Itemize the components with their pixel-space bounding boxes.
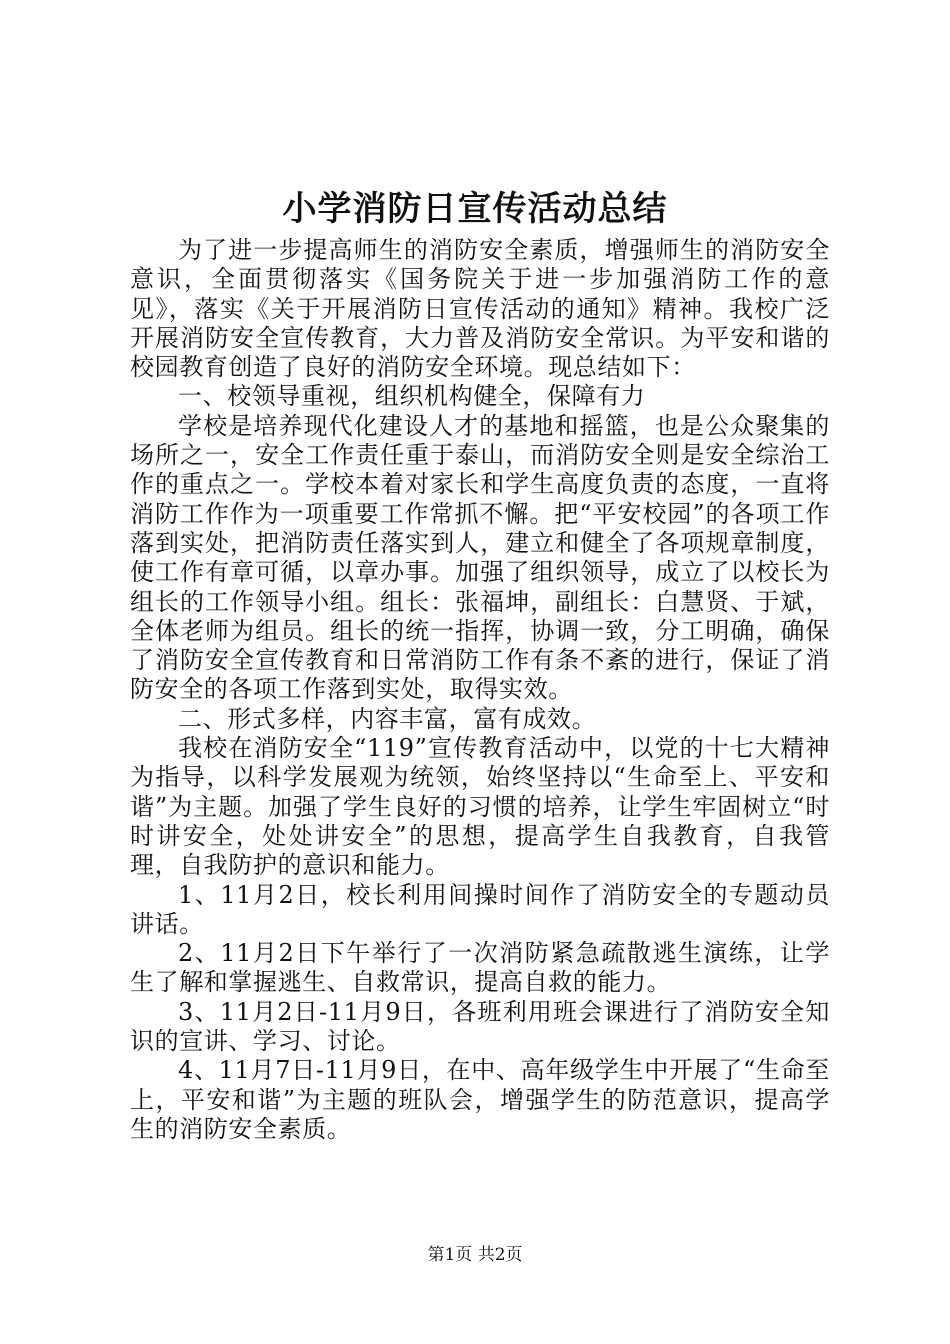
list-item-1: 1、11月2日，校长利用间操时间作了消防安全的专题动员讲话。 (130, 880, 830, 938)
list-item-2: 2、11月2日下午举行了一次消防紧急疏散逃生演练，让学生了解和掌握逃生、自救常识，提高自救的能力。 (130, 939, 830, 997)
section-1-paragraph: 学校是培养现代化建设人才的基地和摇篮，也是公众聚集的场所之一，安全工作责任重于泰山，而消防安全则是安全综治工作的重点之一。学校本着对家长和学生高度负责的态度，一直将消防工作作为一项重要工作常抓不懈。把“平安校园”的各项工作落到实处，把消防责任落实到人，建立和健全了各项规章制度，使工作有章可循，以章办事。加强了组织领导，成立了以校长为组长的工作领导小组。组长：张福坤，副组长：白慧贤、于斌，全体老师为组员。组长的统一指挥，协调一致，分工明确，确保了消防安全宣传教育和日常消防工作有条不紊的进行，保证了消防安全的各项工作落到实处，取得实效。 (130, 411, 830, 704)
intro-paragraph: 为了进一步提高师生的消防安全素质，增强师生的消防安全意识，全面贯彻落实《国务院关于进一步加强消防工作的意见》，落实《关于开展消防日宣传活动的通知》精神。我校广泛开展消防安全宣传教育，大力普及消防安全常识。为平安和谐的校园教育创造了良好的消防安全环境。现总结如下： (130, 236, 830, 382)
list-item-4: 4、11月7日-11月9日，在中、高年级学生中开展了“生命至上，平安和谐”为主题的班队会，增强学生的防范意识，提高学生的消防安全素质。 (130, 1056, 830, 1143)
section-heading-2: 二、形式多样，内容丰富，富有成效。 (178, 704, 597, 733)
list-item-3: 3、11月2日-11月9日，各班利用班会课进行了消防安全知识的宣讲、学习、讨论。 (130, 997, 830, 1056)
page-footer: 第1页 共2页 (427, 1245, 523, 1265)
document-body (130, 236, 830, 1144)
document-title: 小学消防日宣传活动总结 (282, 189, 668, 229)
section-heading-1: 一、校领导重视，组织机构健全，保障有力 (178, 382, 646, 411)
section-2-paragraph: 我校在消防安全“119”宣传教育活动中，以党的十七大精神为指导，以科学发展观为统领，始终坚持以“生命至上、平安和谐”为主题。加强了学生良好的习惯的培养，让学生牢固树立“时时讲安全，处处讲安全”的思想，提高学生自我教育，自我管理，自我防护的意识和能力。 (130, 734, 830, 880)
